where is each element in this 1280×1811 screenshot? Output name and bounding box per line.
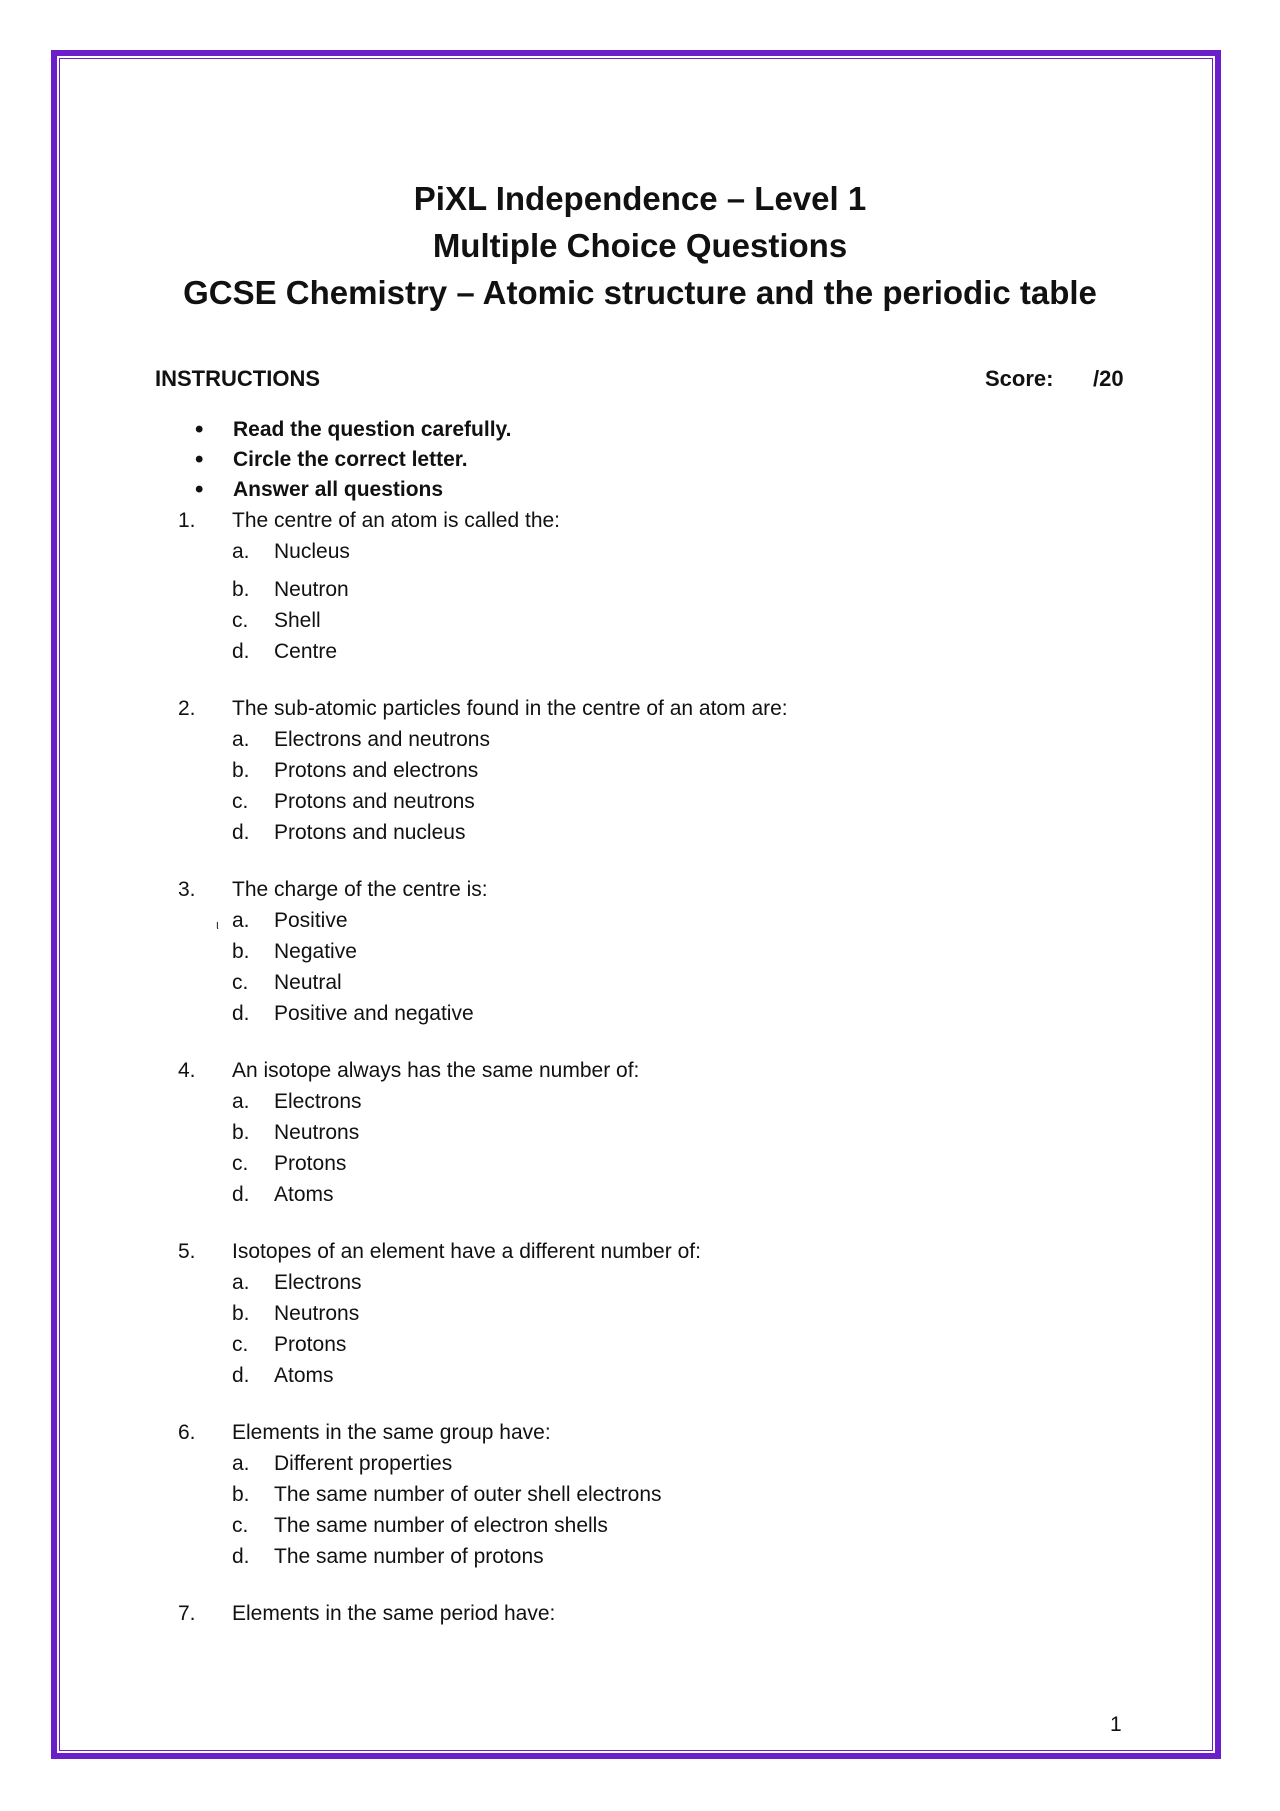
answer-option[interactable]: [178, 817, 1128, 848]
option-text: Electrons: [274, 1090, 362, 1113]
question-3: [178, 874, 1128, 1029]
option-text: Atoms: [274, 1183, 334, 1206]
score-label: Score:: [985, 366, 1054, 391]
question-text: The charge of the centre is:: [232, 878, 488, 901]
answer-option[interactable]: [178, 1086, 1128, 1117]
answer-option[interactable]: [178, 1510, 1128, 1541]
option-letter: a.: [232, 1452, 250, 1475]
page-number: 1: [1110, 1713, 1122, 1736]
option-letter: c.: [232, 1152, 249, 1175]
answer-option[interactable]: [178, 1298, 1128, 1329]
instructions-heading: INSTRUCTIONS: [155, 366, 320, 391]
stray-mark: ι: [216, 917, 219, 932]
option-letter: b.: [232, 759, 250, 782]
option-letter: b.: [232, 1121, 250, 1144]
answer-option[interactable]: [178, 1541, 1128, 1572]
question-7: [178, 1598, 1128, 1629]
question-2: [178, 693, 1128, 848]
answer-option[interactable]: [178, 605, 1128, 636]
option-letter: c.: [232, 609, 249, 632]
option-text: Electrons: [274, 1271, 362, 1294]
question-number: 6.: [178, 1421, 196, 1444]
option-text: Positive and negative: [274, 1002, 474, 1025]
answer-option[interactable]: [178, 1267, 1128, 1298]
answer-option[interactable]: [178, 1448, 1128, 1479]
title-line-3: GCSE Chemistry – Atomic structure and the periodic table: [183, 274, 1097, 311]
option-text: Protons and neutrons: [274, 790, 475, 813]
answer-option[interactable]: [178, 574, 1128, 605]
answer-option[interactable]: [178, 1479, 1128, 1510]
question-text: The centre of an atom is called the:: [232, 509, 561, 532]
option-letter: d.: [232, 1364, 250, 1387]
answer-option[interactable]: [178, 636, 1128, 667]
option-text: Neutrons: [274, 1302, 360, 1325]
answer-option[interactable]: [178, 1148, 1128, 1179]
option-text: Positive: [274, 909, 348, 932]
instruction-item: • Answer all questions: [195, 475, 512, 505]
option-text: Neutron: [274, 578, 349, 601]
option-letter: c.: [232, 1333, 249, 1356]
option-letter: d.: [232, 640, 250, 663]
option-letter: a.: [232, 909, 250, 932]
title-line-2: Multiple Choice Questions: [432, 227, 848, 264]
question-text: The sub-atomic particles found in the centre of an atom are:: [232, 697, 788, 720]
answer-option[interactable]: [178, 967, 1128, 998]
question-5: [178, 1236, 1128, 1391]
option-text: The same number of electron shells: [274, 1514, 608, 1537]
answer-option[interactable]: [178, 936, 1128, 967]
question-number: 1.: [178, 509, 196, 532]
option-text: The same number of protons: [274, 1545, 544, 1568]
answer-option[interactable]: [178, 536, 1128, 567]
question-4: [178, 1055, 1128, 1210]
question-6: [178, 1417, 1128, 1572]
question-text: Isotopes of an element have a different number of:: [232, 1240, 701, 1263]
question-1: [178, 505, 1128, 667]
option-letter: b.: [232, 578, 250, 601]
option-text: Nucleus: [274, 540, 350, 563]
option-letter: a.: [232, 728, 250, 751]
option-letter: b.: [232, 940, 250, 963]
document-title: [0, 175, 1280, 316]
option-letter: d.: [232, 821, 250, 844]
option-letter: a.: [232, 1090, 250, 1113]
question-text: An isotope always has the same number of:: [232, 1059, 640, 1082]
option-text: Atoms: [274, 1364, 334, 1387]
option-text: Shell: [274, 609, 321, 632]
answer-option[interactable]: [178, 755, 1128, 786]
option-letter: a.: [232, 540, 250, 563]
option-letter: a.: [232, 1271, 250, 1294]
instruction-item: • Read the question carefully.: [195, 415, 512, 445]
answer-option[interactable]: [178, 786, 1128, 817]
question-text: Elements in the same period have:: [232, 1602, 556, 1625]
option-text: Negative: [274, 940, 357, 963]
option-letter: b.: [232, 1302, 250, 1325]
option-text: Different properties: [274, 1452, 453, 1475]
option-text: Electrons and neutrons: [274, 728, 490, 751]
option-letter: c.: [232, 971, 249, 994]
score-box: [985, 366, 1235, 392]
question-list: [178, 505, 1128, 1655]
option-text: The same number of outer shell electrons: [274, 1483, 662, 1506]
answer-option[interactable]: [178, 905, 1128, 936]
answer-option[interactable]: [178, 998, 1128, 1029]
option-letter: c.: [232, 1514, 249, 1537]
question-number: 4.: [178, 1059, 196, 1082]
option-text: Protons and nucleus: [274, 821, 466, 844]
answer-option[interactable]: [178, 1329, 1128, 1360]
option-letter: c.: [232, 790, 249, 813]
option-letter: b.: [232, 1483, 250, 1506]
option-letter: d.: [232, 1002, 250, 1025]
option-text: Centre: [274, 640, 338, 663]
question-number: 7.: [178, 1602, 196, 1625]
option-text: Protons: [274, 1152, 347, 1175]
instructions-list: [195, 415, 512, 505]
instruction-item: • Circle the correct letter.: [195, 445, 512, 475]
answer-option[interactable]: [178, 1179, 1128, 1210]
score-total: /20: [1093, 366, 1124, 391]
option-text: Protons: [274, 1333, 347, 1356]
option-text: Protons and electrons: [274, 759, 479, 782]
answer-option[interactable]: [178, 724, 1128, 755]
question-text: Elements in the same group have:: [232, 1421, 551, 1444]
option-letter: d.: [232, 1545, 250, 1568]
option-letter: d.: [232, 1183, 250, 1206]
option-text: Neutral: [274, 971, 342, 994]
question-number: 3.: [178, 878, 196, 901]
title-line-1: PiXL Independence – Level 1: [413, 180, 867, 217]
answer-option[interactable]: [178, 1360, 1128, 1391]
question-number: 5.: [178, 1240, 196, 1263]
answer-option[interactable]: [178, 1117, 1128, 1148]
question-number: 2.: [178, 697, 196, 720]
option-text: Neutrons: [274, 1121, 360, 1144]
